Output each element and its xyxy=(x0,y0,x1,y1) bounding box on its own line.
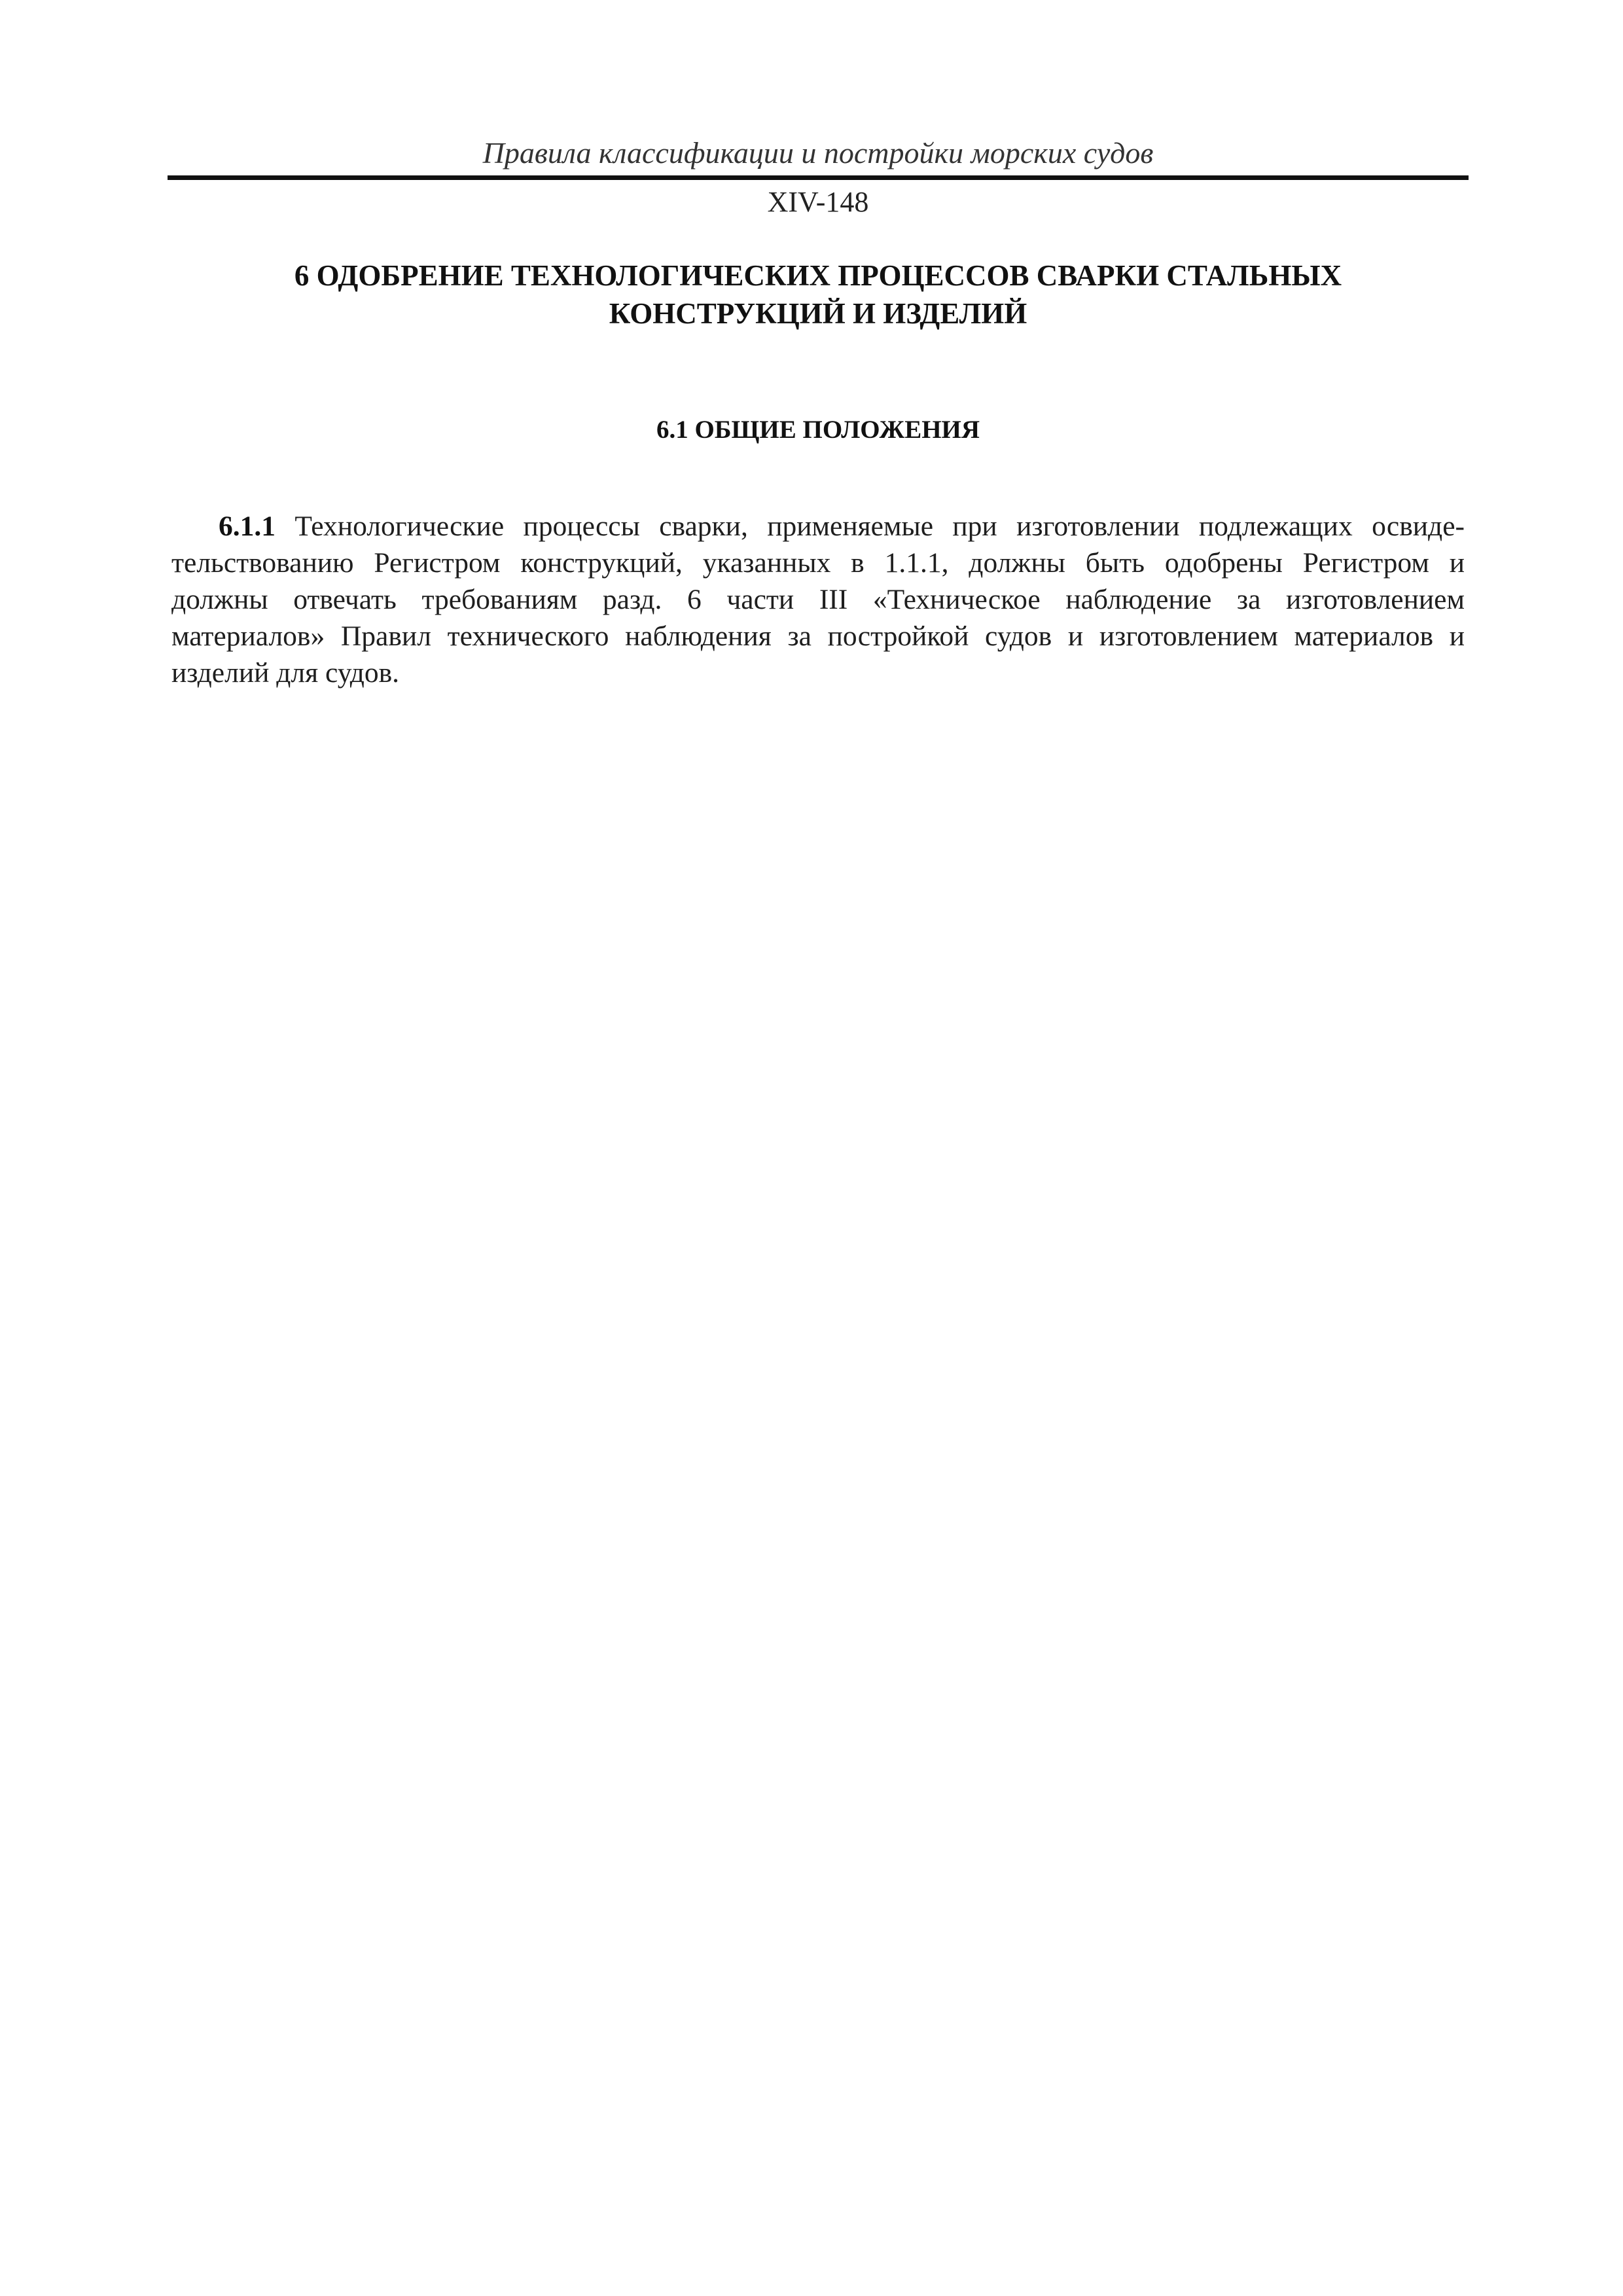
chapter-title xyxy=(170,257,1466,332)
chapter-title-line-2: КОНСТРУКЦИЙ И ИЗДЕЛИЙ xyxy=(609,297,1027,330)
chapter-title-line-1: 6 ОДОБРЕНИЕ ТЕХНОЛОГИЧЕСКИХ ПРОЦЕССОВ СВАРКИ СТАЛЬНЫХ xyxy=(294,259,1342,292)
header-rule xyxy=(168,175,1469,180)
page-number: XIV-148 xyxy=(767,186,869,218)
paragraph-number: 6.1.1 xyxy=(219,511,276,542)
paragraph-line: материалов» Правил технического наблюдения за постройкой судов и изготовлением материалов и xyxy=(171,620,1465,652)
paragraph-line xyxy=(171,508,1465,545)
running-header: Правила классификации и постройки морских судов xyxy=(482,136,1154,170)
paragraph-line: изделий для судов. xyxy=(171,657,400,689)
paragraph-line-1-text: Технологические процессы сварки, применяемые при изготовлении подлежащих освиде- xyxy=(276,511,1465,542)
paragraph-line: тельствованию Регистром конструкций, указанных в 1.1.1, должны быть одобрены Регистром и xyxy=(171,547,1465,579)
section-title: 6.1 ОБЩИЕ ПОЛОЖЕНИЯ xyxy=(656,416,980,444)
paragraph-6-1-1 xyxy=(171,508,1465,691)
paragraph-line: должны отвечать требованиям разд. 6 части III «Техническое наблюдение за изготовлением xyxy=(171,584,1465,615)
